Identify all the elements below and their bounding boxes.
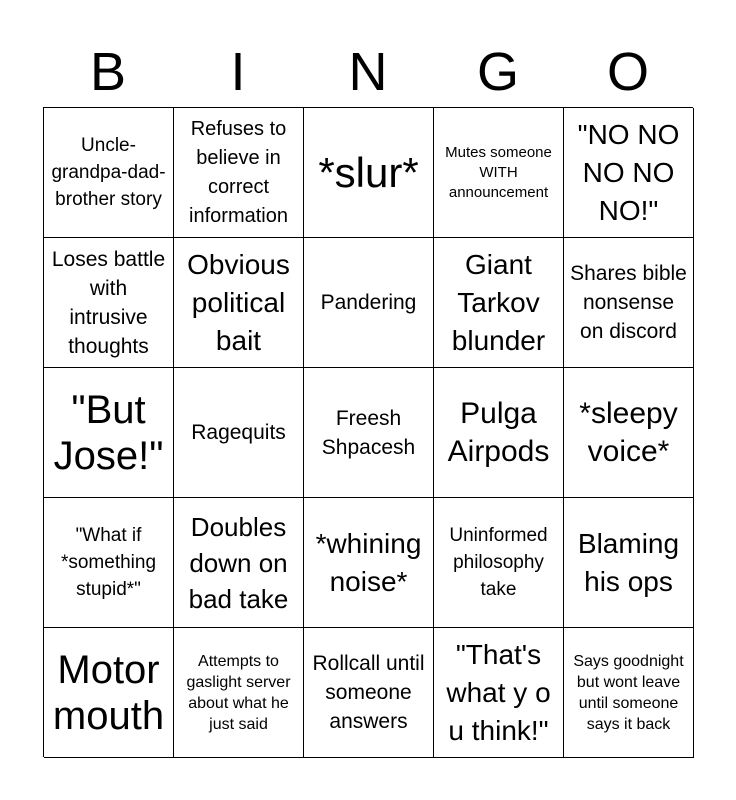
cell-text: "But Jose!" — [53, 387, 164, 478]
bingo-cell[interactable] — [44, 108, 174, 238]
bingo-cell[interactable] — [44, 628, 174, 758]
cell-text: Giant Tarkov blunder — [451, 248, 546, 356]
cell-text: Says goodnight but wont leave until someone says it back — [573, 652, 684, 733]
bingo-cell[interactable] — [304, 498, 434, 628]
header-letter-b: B — [89, 42, 127, 102]
bingo-cell[interactable] — [44, 368, 174, 498]
bingo-cell[interactable] — [564, 368, 694, 498]
cell-text: Obvious political bait — [187, 248, 290, 356]
cell-text: Motor mouth — [52, 647, 165, 738]
cell-text: *slur* — [318, 148, 419, 196]
cell-text: Attempts to gaslight server about what he just said — [186, 652, 291, 733]
cell-text: "That's what y o u think!" — [446, 638, 551, 746]
bingo-cell[interactable] — [434, 238, 564, 368]
bingo-cell[interactable] — [304, 628, 434, 758]
cell-text: "What if *something stupid*" — [60, 525, 157, 600]
cell-text: Uncle-grandpa-dad-brother story — [51, 135, 166, 210]
bingo-cell[interactable] — [174, 368, 304, 498]
cell-text: Rollcall until someone answers — [312, 652, 425, 733]
header-letter-o: O — [606, 42, 649, 102]
cell-text: Doubles down on bad take — [188, 511, 289, 614]
cell-text: *sleepy voice* — [579, 396, 678, 468]
bingo-cell[interactable] — [564, 498, 694, 628]
bingo-cell[interactable] — [434, 368, 564, 498]
bingo-board — [43, 107, 693, 757]
bingo-cell[interactable] — [174, 498, 304, 628]
cell-text: Pulga Airpods — [447, 396, 550, 468]
bingo-cell[interactable] — [174, 238, 304, 368]
bingo-cell[interactable] — [434, 498, 564, 628]
bingo-cell[interactable] — [304, 108, 434, 238]
cell-text: Refuses to believe in correct information — [189, 117, 288, 227]
bingo-cell[interactable] — [44, 498, 174, 628]
bingo-cell[interactable] — [434, 108, 564, 238]
bingo-cell[interactable] — [174, 628, 304, 758]
bingo-cell[interactable] — [44, 238, 174, 368]
header-letter-g: G — [476, 42, 519, 102]
cell-text: Ragequits — [191, 421, 286, 444]
bingo-cell[interactable] — [434, 628, 564, 758]
cell-text: Mutes someone WITH announcement — [445, 143, 552, 201]
cell-text: *whining noise* — [315, 527, 422, 597]
header-letter-n: N — [348, 42, 388, 102]
cell-text: Shares bible nonsense on discord — [570, 262, 687, 343]
cell-text: Freesh Shpacesh — [321, 406, 416, 459]
cell-text: Blaming his ops — [577, 527, 680, 597]
cell-text: Uninformed philosophy take — [449, 525, 548, 600]
bingo-header — [43, 40, 693, 104]
bingo-cell[interactable] — [304, 238, 434, 368]
bingo-cell[interactable] — [174, 108, 304, 238]
cell-text: Loses battle with intrusive thoughts — [51, 247, 166, 358]
bingo-cell[interactable] — [564, 628, 694, 758]
bingo-cell[interactable] — [304, 368, 434, 498]
cell-text: Pandering — [320, 291, 417, 314]
bingo-cell[interactable] — [564, 108, 694, 238]
bingo-cell[interactable] — [564, 238, 694, 368]
cell-text: "NO NO NO NO NO!" — [577, 118, 680, 226]
header-letter-i: I — [230, 42, 246, 102]
